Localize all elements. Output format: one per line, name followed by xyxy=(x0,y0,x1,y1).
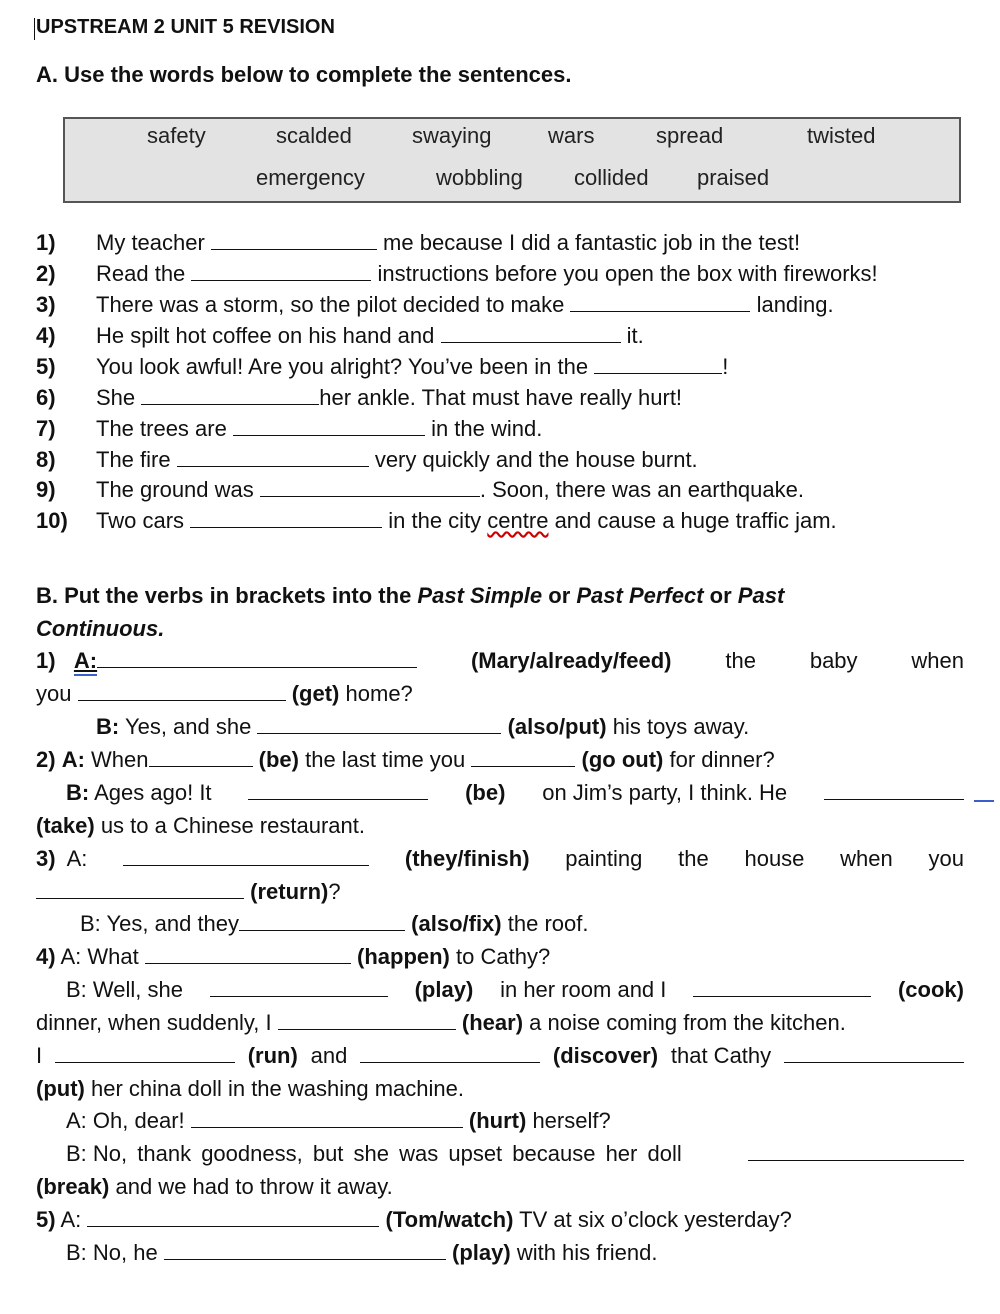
q4-line3: dinner, when suddenly, I (hear) a noise coming from the kitchen. xyxy=(36,1010,846,1035)
answer-blank[interactable] xyxy=(149,748,253,767)
item-number: 2) xyxy=(36,261,56,286)
q1-line3: B: Yes, and she (also/put) his toys away. xyxy=(96,714,750,739)
answer-blank[interactable] xyxy=(36,880,244,899)
word-scalded: scalded xyxy=(276,123,352,148)
answer-blank[interactable] xyxy=(87,1208,379,1227)
q3-line3: B: Yes, and they (also/fix) the roof. xyxy=(80,911,589,936)
answer-blank[interactable] xyxy=(471,748,575,767)
list-item: Read the instructions before you open the box with fireworks! xyxy=(96,261,878,286)
word-twisted: twisted xyxy=(807,123,876,148)
q2-line3: (take) us to a Chinese restaurant. xyxy=(36,813,365,838)
answer-blank[interactable] xyxy=(748,1142,964,1161)
answer-blank[interactable] xyxy=(145,945,351,964)
answer-blank[interactable] xyxy=(260,478,480,497)
word-swaying: swaying xyxy=(412,123,492,148)
q4-line1: 4) A: What (happen) to Cathy? xyxy=(36,944,551,969)
list-item: She her ankle. That must have really hurt! xyxy=(96,385,683,410)
blue-mark xyxy=(974,800,994,802)
word-safety: safety xyxy=(147,123,206,148)
word-wobbling: wobbling xyxy=(436,165,523,190)
list-item: There was a storm, so the pilot decided to make landing. xyxy=(96,292,834,317)
list-item: The trees are in the wind. xyxy=(96,416,543,441)
answer-blank[interactable] xyxy=(278,1011,456,1030)
list-item: My teacher me because I did a fantastic job in the test! xyxy=(96,230,801,255)
q4-line7: B: No, thank goodness, but she was upset because her doll xyxy=(66,1141,964,1167)
word-praised: praised xyxy=(697,165,770,190)
answer-blank[interactable] xyxy=(570,293,750,312)
answer-blank[interactable] xyxy=(78,682,286,701)
answer-blank[interactable] xyxy=(211,231,377,250)
list-item: You look awful! Are you alright? You’ve been in the ! xyxy=(96,354,729,379)
answer-blank[interactable] xyxy=(97,649,417,668)
word-spread: spread xyxy=(656,123,724,148)
section-b-heading: B. Put the verbs in brackets into the Past Simple or Past Perfect or Past xyxy=(36,583,785,608)
answer-blank[interactable] xyxy=(784,1044,964,1063)
item-number: 10) xyxy=(36,508,68,533)
worksheet-title: UPSTREAM 2 UNIT 5 REVISION xyxy=(36,16,335,38)
answer-blank[interactable] xyxy=(594,355,722,374)
answer-blank[interactable] xyxy=(360,1044,540,1063)
section-a-heading: A. Use the words below to complete the sentences. xyxy=(36,62,572,87)
q3-line2: (return)? xyxy=(36,879,341,905)
answer-blank[interactable] xyxy=(233,417,425,436)
answer-blank[interactable] xyxy=(191,262,371,281)
answer-blank[interactable] xyxy=(191,1109,463,1128)
answer-blank[interactable] xyxy=(693,978,871,997)
q1-line1: 1) A: (Mary/already/feed) the baby when xyxy=(36,648,964,676)
q4-line4: I (run) and (discover) that Cathy xyxy=(36,1043,964,1069)
item-number: 6) xyxy=(36,385,56,410)
list-item: The ground was . Soon, there was an earthquake. xyxy=(96,477,804,502)
item-number: 5) xyxy=(36,354,56,379)
q2-line2: B: Ages ago! It (be) on Jim’s party, I think. He xyxy=(66,780,964,806)
answer-blank[interactable] xyxy=(55,1044,235,1063)
answer-blank[interactable] xyxy=(210,978,388,997)
section-b-heading-cont: Continuous. xyxy=(36,616,165,641)
q4-line2: B: Well, she (play) in her room and I (cook) xyxy=(66,977,964,1002)
q4-line6: A: Oh, dear! (hurt) herself? xyxy=(66,1108,611,1133)
answer-blank[interactable] xyxy=(441,324,621,343)
q3-line1: 3) A: (they/finish) painting the house when you xyxy=(36,846,964,871)
word-collided: collided xyxy=(574,165,649,190)
q4-line8: (break) and we had to throw it away. xyxy=(36,1174,393,1199)
item-number: 7) xyxy=(36,416,56,441)
answer-blank[interactable] xyxy=(248,781,428,800)
answer-blank[interactable] xyxy=(824,781,964,800)
answer-blank[interactable] xyxy=(257,715,501,734)
list-item: The fire very quickly and the house burnt. xyxy=(96,447,698,472)
q5-line1: 5) A: (Tom/watch) TV at six o’clock yesterday? xyxy=(36,1207,792,1232)
item-number: 9) xyxy=(36,477,56,502)
answer-blank[interactable] xyxy=(123,847,369,866)
item-number: 4) xyxy=(36,323,56,348)
q2-line1: 2) A: When (be) the last time you (go out) for dinner? xyxy=(36,747,775,772)
item-number: 1) xyxy=(36,230,56,255)
answer-blank[interactable] xyxy=(190,509,382,528)
answer-blank[interactable] xyxy=(239,912,405,931)
answer-blank[interactable] xyxy=(141,386,319,405)
word-emergency: emergency xyxy=(256,165,365,190)
answer-blank[interactable] xyxy=(177,448,369,467)
answer-blank[interactable] xyxy=(164,1241,446,1260)
item-number: 8) xyxy=(36,447,56,472)
q1-line2: you (get) home? xyxy=(36,681,413,706)
word-wars: wars xyxy=(548,123,595,148)
item-number: 3) xyxy=(36,292,56,317)
list-item: Two cars in the city centre and cause a huge traffic jam. xyxy=(96,508,837,533)
list-item: He spilt hot coffee on his hand and it. xyxy=(96,323,644,348)
q4-line5: (put) her china doll in the washing machine. xyxy=(36,1076,464,1101)
q5-line2: B: No, he (play) with his friend. xyxy=(66,1240,658,1265)
word-bank xyxy=(63,117,961,203)
